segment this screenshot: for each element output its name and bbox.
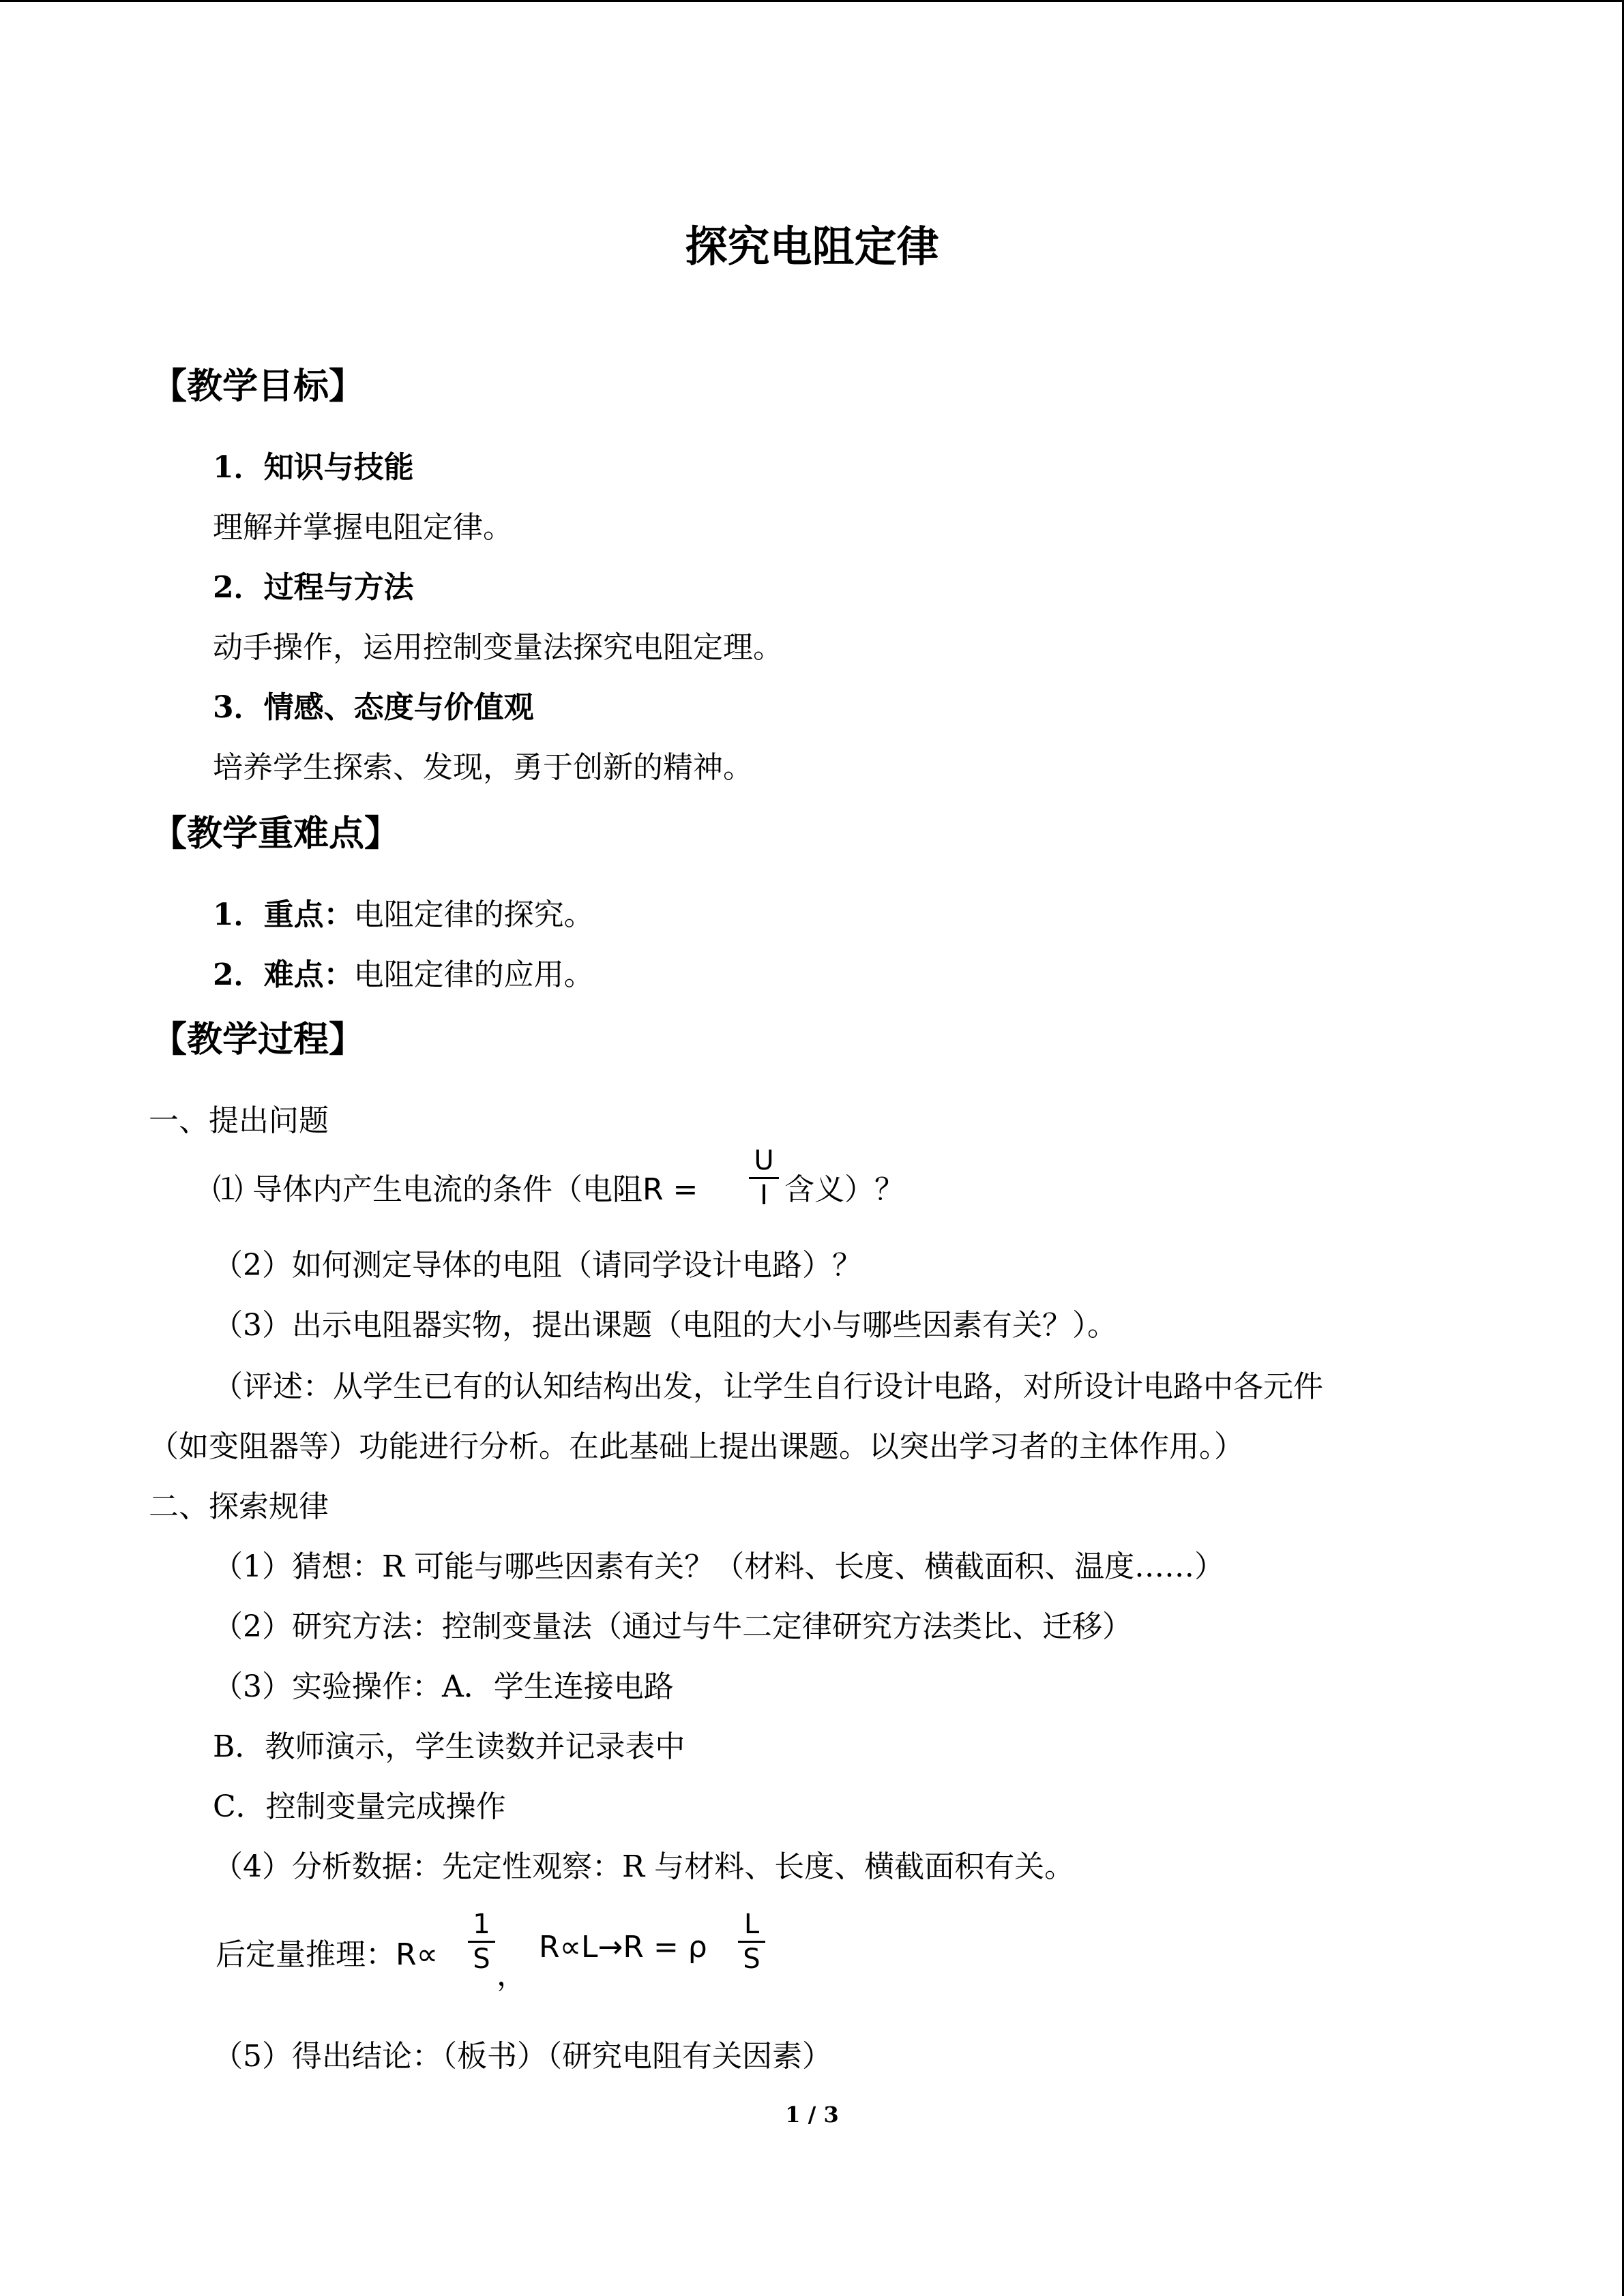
key-point-1-number: 1． bbox=[213, 897, 264, 932]
question-1-suffix: 含义）？ bbox=[784, 1172, 904, 1207]
fraction-bar bbox=[738, 1941, 765, 1943]
step-4-comma: ， bbox=[497, 1958, 527, 1993]
goal-item-3-label: 情感、态度与价值观 bbox=[263, 690, 534, 725]
step-3b: B．教师演示，学生读数并记录表中 bbox=[213, 1729, 685, 1764]
key-point-2-label: 难点： bbox=[263, 957, 354, 992]
question-1-fraction bbox=[749, 1146, 779, 1210]
step-4-formula-mid: R∝L→R = ρ bbox=[539, 1930, 707, 1965]
goal-item-1-text: 理解并掌握电阻定律。 bbox=[213, 510, 513, 545]
key-point-2 bbox=[213, 955, 594, 996]
key-point-1-text: 电阻定律的探究。 bbox=[353, 897, 594, 932]
process-part2-heading: 二、探索规律 bbox=[149, 1489, 329, 1524]
step-3c: C．控制变量完成操作 bbox=[213, 1789, 506, 1824]
comment-line-2: （如变阻器等）功能进行分析。在此基础上提出课题。以突出学习者的主体作用。） bbox=[149, 1429, 1244, 1464]
key-point-1 bbox=[213, 895, 594, 936]
fraction-bar bbox=[749, 1177, 779, 1179]
step-2: （2）研究方法：控制变量法（通过与牛二定律研究方法类比、迁移） bbox=[213, 1609, 1132, 1644]
goal-item-3-heading bbox=[213, 687, 534, 728]
fraction-numerator: 1 bbox=[473, 1909, 490, 1940]
step-4-formula-prefix: 后定量推理：R∝ bbox=[216, 1937, 439, 1972]
key-point-1-label: 重点： bbox=[263, 897, 354, 932]
fraction-bar bbox=[468, 1941, 495, 1943]
step-4: （4）分析数据：先定性观察：R 与材料、长度、横截面积有关。 bbox=[213, 1849, 1075, 1884]
goal-item-3-number: 3． bbox=[213, 690, 264, 725]
fraction-denominator: S bbox=[473, 1943, 490, 1975]
section-heading-process: 【教学过程】 bbox=[151, 1019, 365, 1060]
goal-item-2-label: 过程与方法 bbox=[263, 570, 414, 605]
key-point-2-text: 电阻定律的应用。 bbox=[353, 957, 594, 992]
fraction-denominator: S bbox=[743, 1943, 761, 1975]
section-heading-goals: 【教学目标】 bbox=[151, 366, 365, 407]
page-number: 1 / 3 bbox=[785, 2102, 839, 2128]
fraction-numerator: U bbox=[754, 1145, 774, 1176]
goal-item-3-text: 培养学生探索、发现，勇于创新的精神。 bbox=[213, 750, 753, 785]
goal-item-1-heading bbox=[213, 447, 414, 488]
step-5: （5）得出结论：（板书）（研究电阻有关因素） bbox=[213, 2039, 832, 2074]
process-part1-heading: 一、提出问题 bbox=[149, 1103, 329, 1138]
step-3: （3）实验操作：A．学生连接电路 bbox=[213, 1669, 674, 1704]
fraction-denominator: I bbox=[760, 1180, 768, 1211]
document-title: 探究电阻定律 bbox=[685, 222, 939, 271]
goal-item-2-number: 2． bbox=[213, 570, 264, 605]
key-point-2-number: 2． bbox=[213, 957, 264, 992]
step-1: （1）猜想：R 可能与哪些因素有关？（材料、长度、横截面积、温度……） bbox=[213, 1549, 1225, 1584]
question-1-prefix: ⑴ 导体内产生电流的条件（电阻R = bbox=[213, 1172, 698, 1207]
fraction-numerator: L bbox=[743, 1909, 760, 1940]
top-border-rule bbox=[0, 0, 1624, 2]
step-4-fraction-2 bbox=[738, 1909, 765, 1974]
comment-line-1: （评述：从学生已有的认知结构出发，让学生自行设计电路，对所设计电路中各元件 bbox=[213, 1369, 1323, 1404]
question-3: （3）出示电阻器实物，提出课题（电阻的大小与哪些因素有关？）。 bbox=[213, 1308, 1117, 1343]
goal-item-1-number: 1． bbox=[213, 450, 264, 485]
goal-item-2-text: 动手操作，运用控制变量法探究电阻定理。 bbox=[213, 630, 783, 665]
question-2: （2）如何测定导体的电阻（请同学设计电路）？ bbox=[213, 1248, 862, 1283]
goal-item-2-heading bbox=[213, 567, 414, 608]
goal-item-1-label: 知识与技能 bbox=[263, 450, 414, 485]
step-4-fraction-1 bbox=[468, 1909, 495, 1974]
section-heading-key-points: 【教学重难点】 bbox=[151, 814, 400, 854]
